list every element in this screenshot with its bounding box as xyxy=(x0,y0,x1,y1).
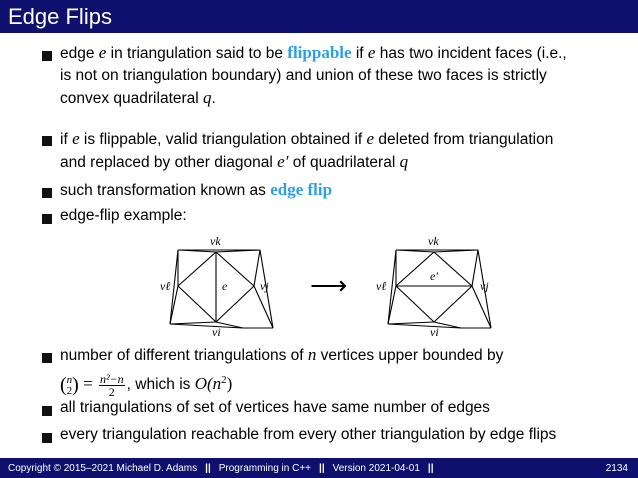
label-e-prime: e′ xyxy=(430,269,438,283)
triangulation-after xyxy=(376,234,491,339)
diagram-edge xyxy=(434,286,472,322)
diagram-edge xyxy=(434,252,472,286)
diagram-edge xyxy=(472,250,478,286)
bullet-marker xyxy=(42,214,52,224)
footer-bar xyxy=(0,458,638,478)
bullet-1 xyxy=(60,42,567,110)
diagram-edge xyxy=(170,250,178,324)
bullet-6: all triangulations of set of vertices have same number of edges xyxy=(60,399,490,416)
label-vk: vk xyxy=(210,234,221,248)
label-vj: vj xyxy=(260,279,269,293)
bullet-3: such transformation known as edge flip xyxy=(60,180,333,199)
bullet-1-line-1: edge e in triangulation said to be flippable if e has two incident faces (i.e., xyxy=(60,43,567,62)
label-vk: vk xyxy=(428,234,439,248)
diagram-edge xyxy=(396,252,434,286)
footer-version: Version 2021-04-01 xyxy=(332,462,420,474)
label-vj: vj xyxy=(480,279,489,293)
binomial: ( n 2 ) xyxy=(60,374,79,398)
diagram-edge xyxy=(178,286,216,322)
bullet-marker xyxy=(42,433,52,443)
label-vi: vi xyxy=(430,325,439,339)
bullet-marker xyxy=(42,406,52,416)
bullet-marker xyxy=(42,353,52,363)
bullet-7: every triangulation reachable from every other triangulation by edge flips xyxy=(60,426,557,443)
bullet-2 xyxy=(60,128,553,174)
label-vl: vℓ xyxy=(160,279,171,293)
diagram-edge xyxy=(396,286,434,322)
edge-flip-diagram xyxy=(150,232,520,342)
diagram-edge xyxy=(388,250,396,324)
bullet-1-line-2: is not on triangulation boundary) and union of these two faces is strictly xyxy=(60,67,547,84)
bullet-2-line-1: if e is flippable, valid triangulation obtained if e deleted from triangulation xyxy=(60,129,554,148)
fraction: $\frac{\text{n²−n}}{2}$ xyxy=(99,371,124,399)
bullet-marker xyxy=(42,51,52,61)
label-e: e xyxy=(222,279,228,293)
bullet-5 xyxy=(60,344,503,398)
footer-book: Programming in C++ xyxy=(218,462,312,474)
footer-separator: || xyxy=(427,462,434,474)
diagram-edge xyxy=(178,252,216,286)
triangulation-before xyxy=(160,234,273,339)
diagram-edge xyxy=(170,322,216,324)
label-vl: vℓ xyxy=(376,279,387,293)
bullet-2-line-2: and replaced by other diagonal e′ of quadrilateral q xyxy=(60,152,409,171)
footer-page-number: 2134 xyxy=(605,462,628,474)
bullet-5-line-2: ( n 2 ) = $\frac{\text{n²−n}}{2}$ , which is $O(n^2)$ xyxy=(60,371,233,399)
slide-title: Edge Flips xyxy=(8,3,112,29)
diagram-edge xyxy=(388,322,434,324)
arrow-icon: ⟶ xyxy=(310,271,348,300)
bullet-marker xyxy=(42,188,52,198)
footer-copyright: Copyright © 2015–2021 Michael D. Adams xyxy=(8,462,198,474)
bullet-1-line-3: convex quadrilateral q. xyxy=(60,88,216,107)
label-vi: vi xyxy=(212,325,221,339)
bullet-marker xyxy=(42,136,52,146)
bullet-5-line-1: number of different triangulations of n vertices upper bounded by xyxy=(60,345,504,364)
footer-separator: || xyxy=(319,462,325,474)
footer-separator: || xyxy=(205,462,211,474)
bullet-4: edge-flip example: xyxy=(60,207,187,224)
